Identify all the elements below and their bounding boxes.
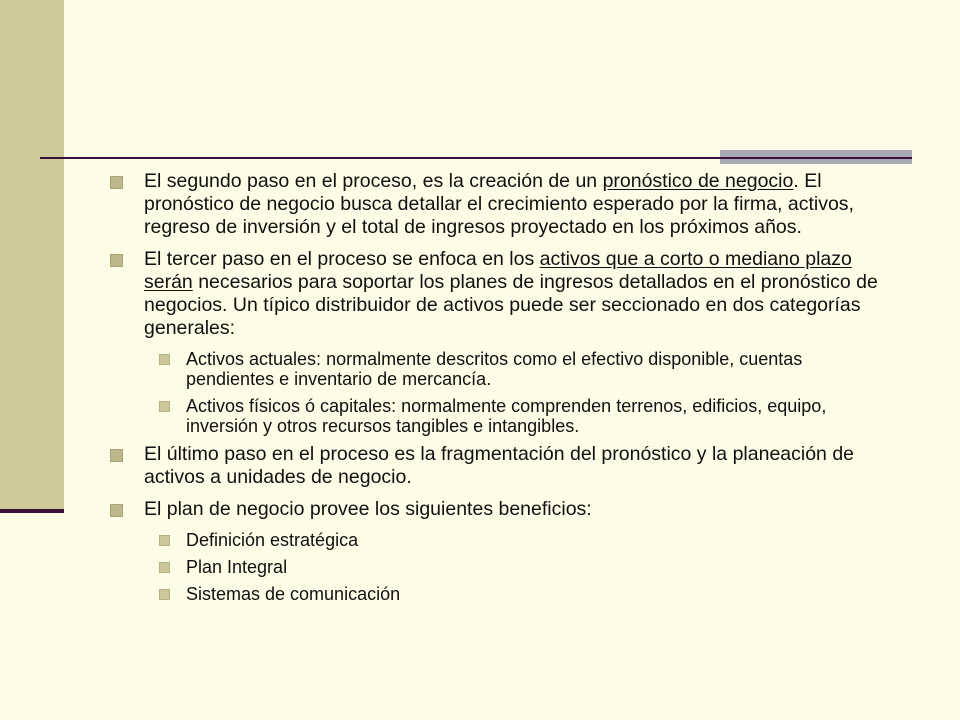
sub-bullet-item [104,584,884,604]
square-bullet-icon [110,504,123,517]
sub-bullet-text: Definición estratégica [186,530,359,550]
bullet-text: . El pronóstico de negocio busca detallar el crecimiento esperado por la firma, activos, regreso de inversión y el total de ingresos proyectado en los próximos años. [144,170,854,238]
bullet-item [104,443,884,489]
accent-block [720,150,912,164]
square-bullet-icon [110,449,123,462]
square-bullet-icon [159,354,170,365]
sub-bullet-item [104,349,884,389]
square-bullet-icon [159,535,170,546]
bullet-item [104,248,884,340]
square-bullet-icon [159,401,170,412]
bullet-item [104,170,884,239]
slide-body [104,170,884,611]
sub-bullet-text: Activos actuales: normalmente descritos como el efectivo disponible, cuentas pendientes e inventario de mercancía. [186,349,803,389]
sub-bullet-item [104,557,884,577]
square-bullet-icon [110,176,123,189]
bullet-text: El tercer paso en el proceso se enfoca en los [144,248,540,270]
underlined-term: pronóstico de negocio [602,170,794,192]
bullet-text: necesarios para soportar los planes de ingresos detallados en el pronóstico de negocios. Un típico distribuidor de activos puede ser seccionado en dos categorías generales: [144,271,878,339]
bullet-item [104,498,884,521]
sub-bullet-text: Plan Integral [186,557,288,577]
bullet-text: El plan de negocio provee los siguientes beneficios: [144,498,592,520]
sub-bullet-text: Sistemas de comunicación [186,584,401,604]
square-bullet-icon [159,589,170,600]
sub-bullet-text: Activos físicos ó capitales: normalmente comprenden terrenos, edificios, equipo, inversión y otros recursos tangibles e intangibles. [186,396,827,436]
sub-bullet-item [104,396,884,436]
square-bullet-icon [159,562,170,573]
underlined-term: activos que a corto o mediano plazo serán [144,248,852,293]
square-bullet-icon [110,254,123,267]
side-band [0,0,64,511]
sub-bullet-item [104,530,884,550]
side-band-edge [0,509,64,513]
bullet-text: El segundo paso en el proceso, es la creación de un [144,170,603,192]
bullet-text: El último paso en el proceso es la fragmentación del pronóstico y la planeación de activos a unidades de negocio. [144,443,855,488]
